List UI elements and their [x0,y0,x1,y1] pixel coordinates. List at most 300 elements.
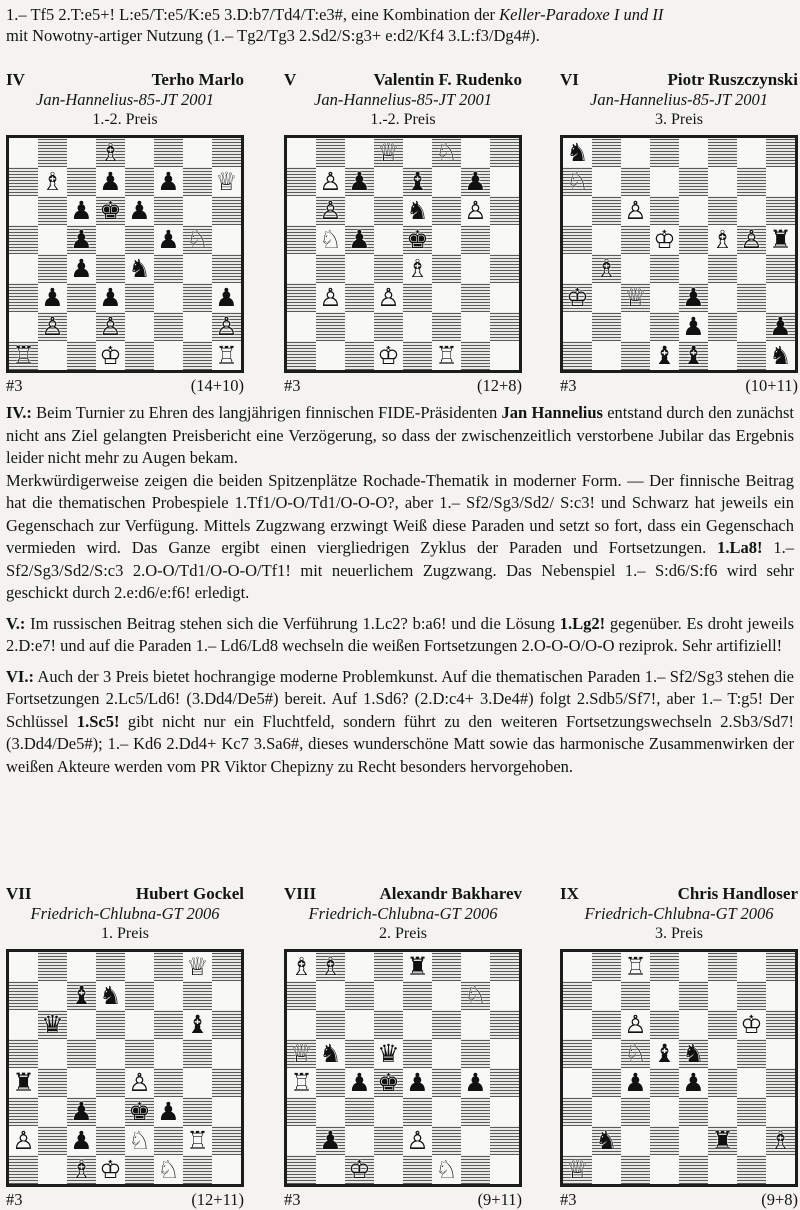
board-square [316,1039,345,1068]
comment-text: 1.– Sf2/Sg3/Sd2/S:c3 2.O-O/Td1/O-O-O/Tf1! mit neuerlichem Zugzwang. Das Nebenspiel 1.– S:d6/S:f6 wird sehr geschickt durch 2.e:d6/e:f6! erledigt. [6,538,795,602]
board-square [490,341,519,370]
board-square [183,1010,212,1039]
board-square [621,1039,650,1068]
black-pawn-icon: ♟ [70,1097,93,1126]
board-square [96,1126,125,1155]
problem-stipulation: #3 [560,1190,577,1209]
board-square [461,254,490,283]
board-square [650,254,679,283]
board-square [374,981,403,1010]
board-square [650,196,679,225]
board-square [67,196,96,225]
white-pawn-icon: ♙ [740,225,763,254]
board-square [183,1068,212,1097]
white-knight-icon: ♘ [435,138,458,167]
intro-text [6,4,796,46]
board-square [490,1068,519,1097]
board-square [287,1097,316,1126]
black-pawn-icon: ♟ [348,167,371,196]
board-square [96,138,125,167]
problem-v [284,70,522,396]
black-king-icon: ♚ [128,1097,151,1126]
white-rook-icon: ♖ [215,341,238,370]
board-square [432,952,461,981]
board-square [432,138,461,167]
chess-board [560,135,798,373]
board-square [316,138,345,167]
board-square [316,341,345,370]
board-square [650,952,679,981]
board-square [737,981,766,1010]
board-square [650,312,679,341]
board-square [432,981,461,1010]
board-square [9,1068,38,1097]
board-square [9,312,38,341]
problem-number: IV [6,70,25,89]
board-square [708,138,737,167]
board-square [708,225,737,254]
board-square [183,225,212,254]
black-knight-icon: ♞ [128,254,151,283]
board-square [345,225,374,254]
board-square [154,1010,183,1039]
board-square [490,1097,519,1126]
board-square [621,1097,650,1126]
board-square [212,254,241,283]
board-square [287,1068,316,1097]
problem-piece-count: (9+11) [477,1190,522,1209]
board-square [287,225,316,254]
board-square [708,167,737,196]
board-square [432,312,461,341]
black-pawn-icon: ♟ [406,1068,429,1097]
board-square [592,981,621,1010]
board-square [154,312,183,341]
board-square [9,981,38,1010]
board-square [592,1126,621,1155]
black-rook-icon: ♜ [711,1126,734,1155]
black-knight-icon: ♞ [406,196,429,225]
board-square [125,1155,154,1184]
board-square [125,283,154,312]
problem-stipulation: #3 [284,376,301,395]
board-square [38,1039,67,1068]
board-square [316,312,345,341]
board-square [490,1126,519,1155]
board-square [374,1126,403,1155]
board-square [708,1097,737,1126]
white-pawn-icon: ♙ [464,196,487,225]
board-square [67,1126,96,1155]
comment-vi [6,666,794,779]
board-square [737,312,766,341]
board-square [563,1039,592,1068]
board-square [38,952,67,981]
board-square [212,341,241,370]
board-square [563,341,592,370]
board-square [374,1155,403,1184]
board-square [345,196,374,225]
board-square [592,138,621,167]
board-square [38,1155,67,1184]
board-square [67,952,96,981]
problem-number: IX [560,884,579,903]
board-square [9,1155,38,1184]
white-queen-icon: ♕ [624,283,647,312]
white-knight-icon: ♘ [319,225,342,254]
board-square [592,312,621,341]
problem-number: VIII [284,884,317,903]
white-bishop-icon: ♗ [595,254,618,283]
board-square [650,1155,679,1184]
board-square [38,1068,67,1097]
white-king-icon: ♔ [99,1155,122,1184]
board-square [154,952,183,981]
white-pawn-icon: ♙ [624,1010,647,1039]
board-square [708,952,737,981]
board-square [592,254,621,283]
board-square [38,196,67,225]
black-pawn-icon: ♟ [348,1068,371,1097]
white-knight-icon: ♘ [435,1155,458,1184]
black-pawn-icon: ♟ [682,1068,705,1097]
board-square [490,952,519,981]
board-square [563,981,592,1010]
black-knight-icon: ♞ [566,138,589,167]
board-square [490,981,519,1010]
board-square [461,981,490,1010]
comment-key: 1.Lg2! [559,613,606,633]
problem-tournament: Friedrich-Chlubna-GT 2006 [308,904,498,923]
board-square [125,167,154,196]
comment-text: entstand durch den zunächst nicht ans Ziel gelangten Preisbericht eine Verzögerung, so dass der zwischenzeitlich verstorbene Jubilar das Ergebnis leider nicht mehr zu Augen bekam. [6,403,794,467]
white-king-icon: ♔ [348,1155,371,1184]
board-square [563,167,592,196]
board-square [9,1039,38,1068]
board-square [766,341,795,370]
board-square [154,1039,183,1068]
board-square [679,196,708,225]
board-square [287,341,316,370]
board-square [374,1068,403,1097]
black-pawn-icon: ♟ [70,196,93,225]
board-square [67,1010,96,1039]
board-square [9,1126,38,1155]
board-square [345,138,374,167]
problem-author: Alexandr Bakharev [379,884,522,903]
board-square [212,312,241,341]
board-square [154,1097,183,1126]
board-square [461,952,490,981]
problem-viii [284,884,522,1210]
board-square [183,1097,212,1126]
board-square [183,1039,212,1068]
board-square [766,1155,795,1184]
board-square [403,225,432,254]
black-pawn-icon: ♟ [682,283,705,312]
board-square [563,952,592,981]
board-square [679,1068,708,1097]
black-knight-icon: ♞ [319,1039,342,1068]
chess-board [560,949,798,1187]
board-square [708,254,737,283]
board-square [708,1039,737,1068]
board-square [9,283,38,312]
black-king-icon: ♚ [377,1068,400,1097]
board-square [708,312,737,341]
board-square [679,1097,708,1126]
white-knight-icon: ♘ [566,167,589,196]
white-rook-icon: ♖ [12,341,35,370]
board-square [432,1097,461,1126]
white-rook-icon: ♖ [435,341,458,370]
board-square [374,952,403,981]
white-rook-icon: ♖ [290,1068,313,1097]
board-square [67,254,96,283]
board-square [287,952,316,981]
white-bishop-icon: ♗ [70,1155,93,1184]
comment-text: gegenüber. Es droht jeweils 2.D:e7! und auf die Paraden 1.– Ld6/Ld8 wechseln die weißen Fortsetzungen 2.O-O-O/O-O reziprok. Sehr artifiziell! [6,613,794,655]
white-pawn-icon: ♙ [406,1126,429,1155]
board-square [621,196,650,225]
board-square [154,254,183,283]
board-square [212,196,241,225]
intro-line1-italic: Keller-Paradoxe I und II [499,5,664,24]
problem-prize: 1. Preis [101,925,149,942]
board-square [563,196,592,225]
black-bishop-icon: ♝ [682,341,705,370]
board-square [183,283,212,312]
comment-label: V.: [6,613,26,633]
board-square [461,1097,490,1126]
white-bishop-icon: ♗ [711,225,734,254]
board-square [96,225,125,254]
intro-line2: mit Nowotny-artiger Nutzung (1.– Tg2/Tg3 2.Sd2/S:g3+ e:d2/Kf4 3.L:f3/Dg4#). [6,26,540,45]
board-square [563,283,592,312]
board-square [766,952,795,981]
black-king-icon: ♚ [406,225,429,254]
board-square [737,1010,766,1039]
board-square [287,1039,316,1068]
board-square [461,1126,490,1155]
problem-ix [560,884,798,1210]
board-square [403,341,432,370]
board-square [212,1010,241,1039]
board-square [212,1155,241,1184]
board-square [374,138,403,167]
board-square [708,196,737,225]
board-square [737,225,766,254]
board-square [432,1126,461,1155]
board-square [183,952,212,981]
white-pawn-icon: ♙ [215,312,238,341]
board-square [766,312,795,341]
black-pawn-icon: ♟ [99,167,122,196]
board-square [154,196,183,225]
white-king-icon: ♔ [377,341,400,370]
board-square [9,167,38,196]
board-square [592,1155,621,1184]
board-square [592,1010,621,1039]
board-square [212,1068,241,1097]
board-square [212,1126,241,1155]
white-king-icon: ♔ [99,341,122,370]
board-square [621,1068,650,1097]
board-square [708,1010,737,1039]
board-square [563,312,592,341]
board-square [67,167,96,196]
black-knight-icon: ♞ [682,1039,705,1068]
white-knight-icon: ♘ [157,1155,180,1184]
board-square [374,225,403,254]
board-square [125,225,154,254]
problem-piece-count: (12+11) [191,1190,244,1209]
board-square [316,1097,345,1126]
board-square [563,1126,592,1155]
board-square [766,1068,795,1097]
black-bishop-icon: ♝ [653,1039,676,1068]
comment-key: 1.Sc5! [76,711,120,731]
board-square [490,225,519,254]
black-pawn-icon: ♟ [70,225,93,254]
board-square [9,341,38,370]
problem-piece-count: (14+10) [190,376,244,395]
board-square [621,981,650,1010]
board-square [461,1155,490,1184]
board-square [403,283,432,312]
board-square [125,981,154,1010]
board-square [679,1010,708,1039]
white-bishop-icon: ♗ [99,138,122,167]
board-square [316,1126,345,1155]
white-pawn-icon: ♙ [319,196,342,225]
board-square [403,312,432,341]
board-square [490,283,519,312]
black-bishop-icon: ♝ [186,1010,209,1039]
board-square [345,283,374,312]
board-square [403,1068,432,1097]
board-square [592,1039,621,1068]
problem-piece-count: (12+8) [476,376,522,395]
comment-label: IV.: [6,403,32,422]
board-square [67,1097,96,1126]
black-bishop-icon: ♝ [70,981,93,1010]
white-pawn-icon: ♙ [99,312,122,341]
black-pawn-icon: ♟ [157,225,180,254]
board-square [345,167,374,196]
white-bishop-icon: ♗ [769,1126,792,1155]
board-square [67,981,96,1010]
comment-text: Beim Turnier zu Ehren des langjährigen finnischen FIDE-Präsidenten [31,403,502,422]
board-square [708,981,737,1010]
board-square [38,167,67,196]
problem-number: VII [6,884,32,903]
board-square [345,981,374,1010]
chess-board [284,949,522,1187]
board-square [96,254,125,283]
board-square [432,1039,461,1068]
problem-prize: 2. Preis [379,925,427,942]
board-square [621,312,650,341]
board-square [183,981,212,1010]
board-square [125,1039,154,1068]
board-square [403,196,432,225]
board-square [403,1039,432,1068]
white-bishop-icon: ♗ [406,254,429,283]
board-square [766,167,795,196]
board-square [287,312,316,341]
board-square [650,1126,679,1155]
board-square [432,1155,461,1184]
board-square [737,196,766,225]
board-square [432,1010,461,1039]
board-square [183,138,212,167]
chess-board [6,135,244,373]
problem-tournament: Jan-Hannelius-85-JT 2001 [36,90,214,109]
white-queen-icon: ♕ [186,952,209,981]
board-square [154,138,183,167]
board-square [374,341,403,370]
problem-tournament: Jan-Hannelius-85-JT 2001 [314,90,492,109]
board-square [766,981,795,1010]
black-pawn-icon: ♟ [769,312,792,341]
board-square [490,196,519,225]
white-knight-icon: ♘ [128,1126,151,1155]
board-square [563,1010,592,1039]
board-square [212,167,241,196]
board-square [563,225,592,254]
board-square [490,167,519,196]
board-square [345,254,374,283]
board-square [766,283,795,312]
problem-iv [6,70,244,396]
board-square [345,1126,374,1155]
board-square [490,254,519,283]
board-square [650,1097,679,1126]
problem-piece-count: (10+11) [745,376,798,395]
comment-key: 1.La8! [717,538,763,557]
board-square [679,341,708,370]
board-square [212,981,241,1010]
black-bishop-icon: ♝ [406,167,429,196]
board-square [316,981,345,1010]
board-square [345,1068,374,1097]
board-square [38,341,67,370]
board-square [96,283,125,312]
problem-author: Valentin F. Rudenko [373,70,522,89]
board-square [461,138,490,167]
board-square [432,225,461,254]
board-square [461,1039,490,1068]
board-square [183,254,212,283]
board-square [38,1097,67,1126]
board-square [374,312,403,341]
board-square [316,1010,345,1039]
board-square [621,138,650,167]
white-queen-icon: ♕ [566,1155,589,1184]
board-square [679,981,708,1010]
board-square [403,254,432,283]
board-square [96,341,125,370]
board-square [38,225,67,254]
board-square [592,1097,621,1126]
board-square [766,1010,795,1039]
board-square [374,283,403,312]
board-square [679,254,708,283]
black-knight-icon: ♞ [99,981,122,1010]
board-square [766,196,795,225]
board-square [737,167,766,196]
